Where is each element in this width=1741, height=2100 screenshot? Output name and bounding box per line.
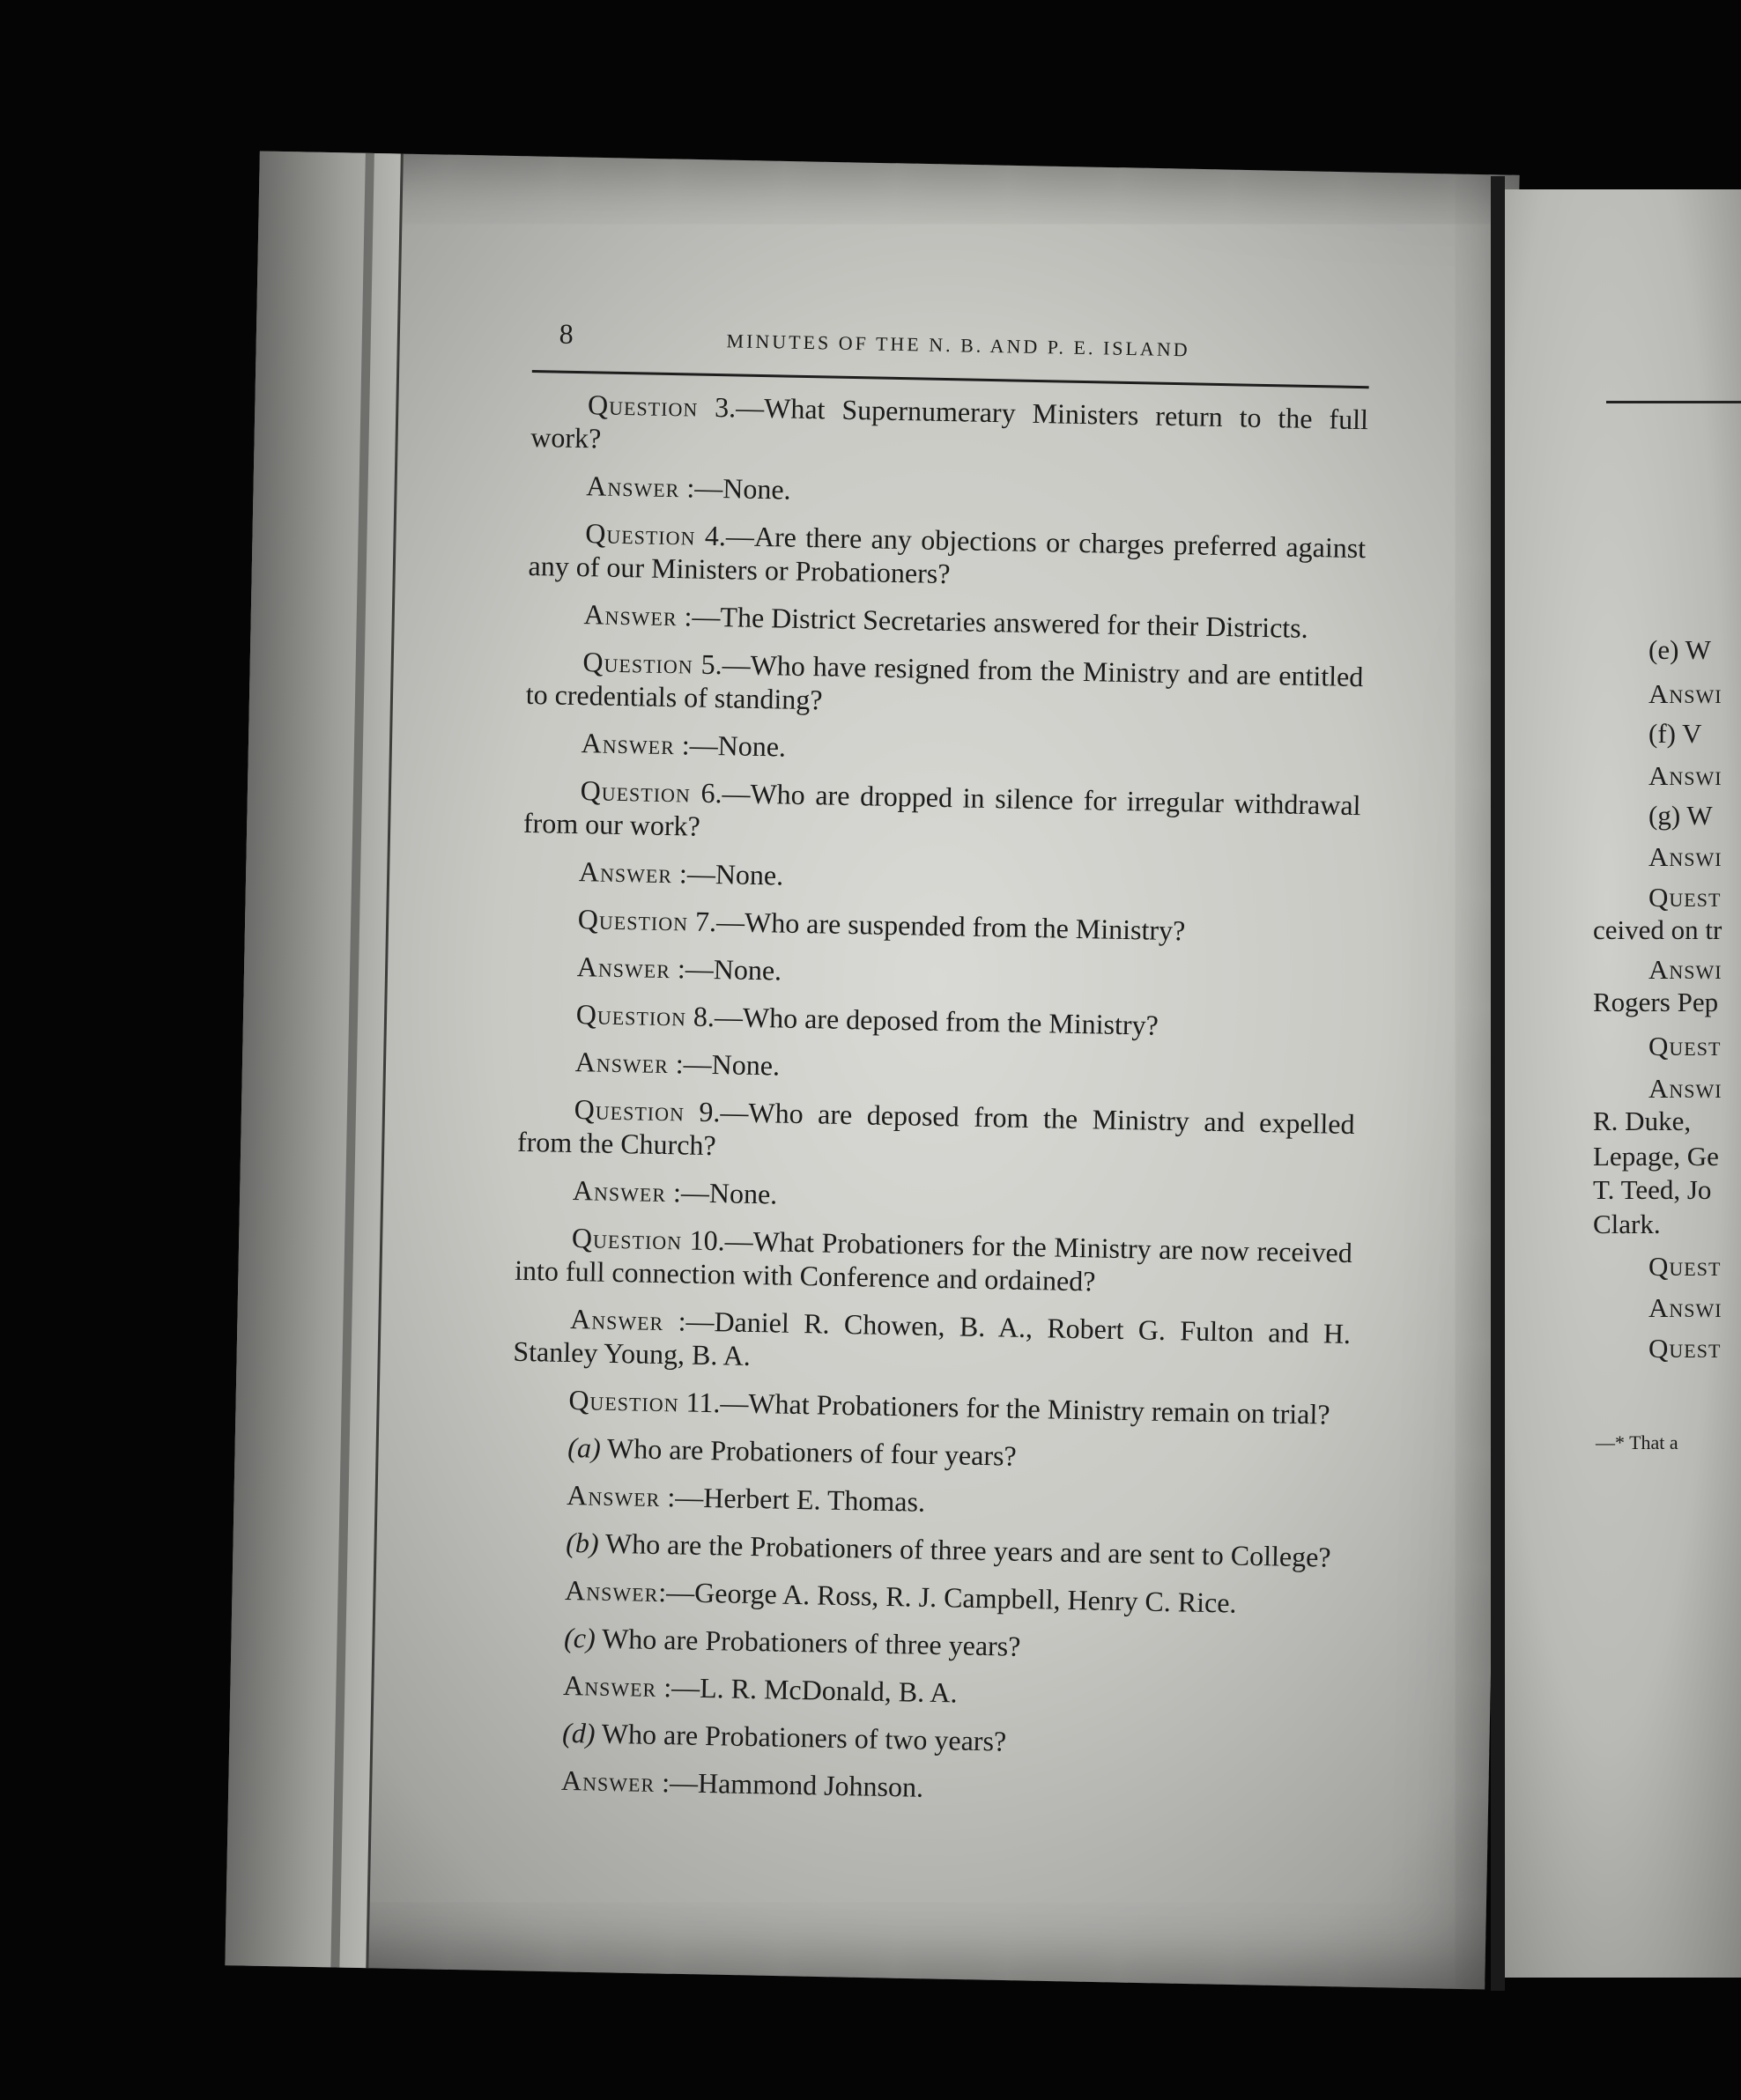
right-page-line: Rogers Pep (1593, 987, 1719, 1017)
entry-label: Answer (578, 855, 673, 890)
right-page-line: Quest (1648, 882, 1722, 913)
right-page-line: Answi (1648, 678, 1722, 709)
right-page-line: T. Teed, Jo (1593, 1174, 1712, 1205)
entry-label: Answer (585, 470, 680, 504)
answer-entry (524, 725, 1362, 774)
answer-entry (516, 1172, 1354, 1222)
answer-entry (510, 1477, 1348, 1527)
entry-text: Who are Probationers of three years? (595, 1622, 1021, 1662)
entry-text: :—Herbert E. Thomas. (660, 1481, 926, 1518)
entry-text: 4.—Are there any objections or charges preferred against any of our Ministers or Probationers? (528, 519, 1367, 590)
right-page-line: Quest (1648, 1333, 1722, 1364)
entry-label: Answer (562, 1668, 657, 1703)
right-page-line: (e) W (1648, 634, 1711, 665)
right-page-line: R. Duke, (1593, 1105, 1692, 1136)
entry-text: 9.—Who are deposed from the Ministry and expelled from the Church? (516, 1095, 1355, 1162)
right-page-line: Lepage, Ge (1593, 1141, 1719, 1172)
question-entry (522, 901, 1359, 950)
entry-label: (d) (561, 1716, 596, 1749)
answer-entry (521, 949, 1359, 998)
answer-entry (513, 1301, 1351, 1384)
answer-entry (505, 1763, 1343, 1812)
entry-label: Question (580, 774, 692, 809)
right-page-line: —* That a (1596, 1431, 1678, 1453)
entry-text: 7.—Who are suspended from the Ministry? (687, 905, 1186, 947)
sub-question-entry (511, 1430, 1349, 1479)
question-entry (515, 1220, 1352, 1303)
running-head: MINUTES OF THE N. B. AND P. E. ISLAND (726, 329, 1190, 361)
page-number: 8 (559, 317, 574, 350)
right-page-line: (g) W (1648, 800, 1713, 831)
answer-entry (530, 468, 1367, 517)
entry-label: Question (574, 1093, 685, 1128)
entry-text: :—The District Secretaries answered for their Districts. (677, 600, 1309, 644)
entry-text: :—None. (674, 728, 787, 763)
entry-text: :—Daniel R. Chowen, B. A., Robert G. Fulton and H. Stanley Young, B. A. (513, 1305, 1352, 1372)
entry-label: Question (571, 1222, 683, 1256)
entry-label: Answer (560, 1764, 656, 1798)
entry-label: Answer (581, 727, 676, 761)
right-page-header-rule (1606, 401, 1741, 403)
page-edge (225, 151, 404, 1968)
entry-text: :—None. (671, 857, 784, 891)
sub-question-entry (507, 1620, 1345, 1669)
entry-text: :—Hammond Johnson. (654, 1765, 924, 1803)
entry-label: (b) (565, 1526, 599, 1559)
entry-text: :—None. (670, 952, 782, 987)
answer-entry (527, 596, 1365, 646)
entry-text: 8.—Who are deposed from the Ministry? (685, 1000, 1159, 1041)
sub-question-entry (509, 1525, 1347, 1574)
entry-label: Question (584, 517, 696, 551)
entry-text: Who are Probationers of four years? (600, 1431, 1018, 1472)
right-page-line: Answi (1648, 1073, 1722, 1104)
right-page-line: Answi (1648, 760, 1722, 791)
book-gutter (1491, 176, 1505, 1991)
entry-label: Question (577, 903, 689, 937)
entry-text: :—L. R. McDonald, B. A. (656, 1670, 958, 1709)
question-entry (523, 773, 1361, 855)
right-page-line: Answi (1648, 954, 1722, 985)
entry-text: :—None. (679, 471, 791, 506)
answer-entry (508, 1572, 1346, 1622)
entry-text: :—None. (665, 1176, 778, 1210)
question-entry (519, 996, 1357, 1046)
entry-text: 3.—What Supernumerary Ministers return to the full work? (530, 390, 1369, 455)
right-page-line: Answi (1648, 1292, 1722, 1323)
right-page-line: Quest (1648, 1031, 1722, 1061)
entry-text: 11.—What Probationers for the Ministry remain on trial? (678, 1386, 1330, 1431)
entry-label: Answer (566, 1478, 661, 1513)
entry-label: Answer (576, 950, 671, 985)
right-page-line: Clark. (1593, 1209, 1661, 1239)
question-entry (530, 387, 1368, 470)
entry-label: Answer (569, 1303, 664, 1337)
answer-entry (507, 1667, 1345, 1717)
entry-label: Answer (574, 1046, 670, 1080)
question-entry (525, 644, 1363, 727)
right-page-line: ceived on tr (1593, 914, 1722, 945)
entry-text: :—None. (668, 1047, 781, 1082)
question-entry (528, 515, 1366, 598)
right-page-line: Answi (1648, 841, 1722, 872)
right-page-line: (f) V (1648, 718, 1702, 749)
answer-entry (518, 1044, 1356, 1093)
question-entry (512, 1382, 1350, 1431)
right-page-line: Quest (1648, 1251, 1722, 1282)
entry-text: Who are the Probationers of three years and are sent to College? (598, 1527, 1331, 1573)
entry-label: Answer (572, 1174, 667, 1209)
entry-label: Question (582, 646, 694, 680)
right-page-fragment (1505, 189, 1741, 1978)
entry-label: Question (568, 1384, 679, 1418)
entry-text: 6.—Who are dropped in silence for irregular withdrawal from our work? (522, 776, 1361, 842)
entry-text: :—George A. Ross, R. J. Campbell, Henry C. Rice. (658, 1576, 1237, 1619)
entry-label: Question (587, 388, 699, 423)
entry-label: Answer (583, 598, 678, 632)
entry-label: (a) (567, 1431, 602, 1464)
entry-text: 5.—Who have resigned from the Ministry and are entitled to credentials of standing? (525, 647, 1364, 716)
entry-text: Who are Probationers of two years? (595, 1717, 1007, 1757)
entry-text: 10.—What Probationers for the Ministry are now received into full connection with Conference and ordained? (514, 1224, 1353, 1298)
entry-label: Answer (564, 1573, 659, 1608)
entry-label: Question (575, 998, 687, 1032)
entry-label: (c) (563, 1621, 596, 1654)
answer-entry (522, 854, 1360, 903)
qa-list (505, 387, 1369, 1812)
sub-question-entry (506, 1715, 1344, 1764)
question-entry (517, 1091, 1355, 1174)
page-text-column (504, 317, 1369, 1826)
